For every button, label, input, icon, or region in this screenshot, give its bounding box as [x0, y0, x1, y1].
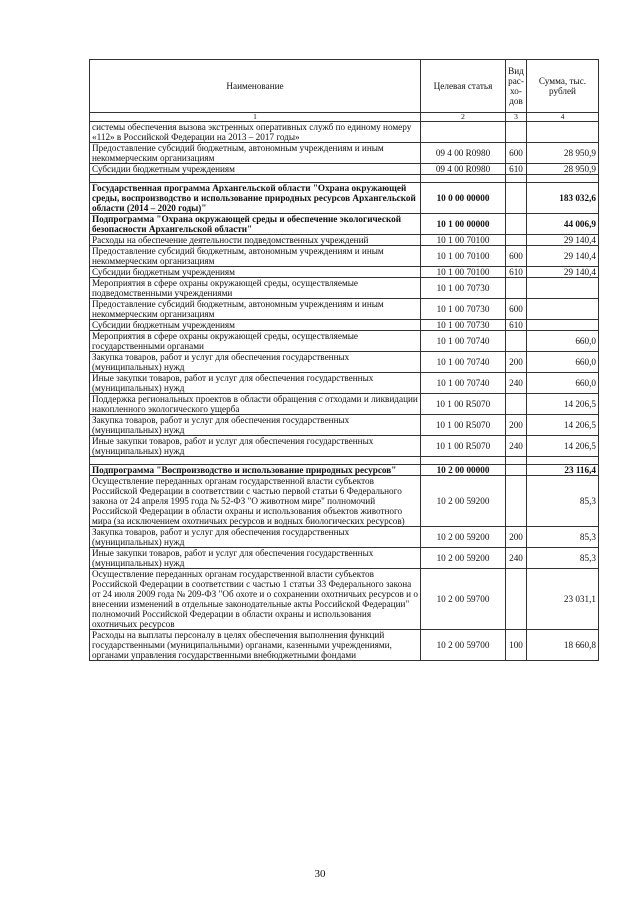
column-number: 2: [421, 113, 506, 122]
row-sum-cell: 85,3: [527, 476, 599, 527]
row-code-cell: 10 1 00 R5070: [421, 436, 506, 457]
empty-cell: [506, 175, 527, 183]
row-vid-cell: [506, 394, 527, 415]
row-code-cell: 10 0 00 00000: [421, 183, 506, 214]
row-name-cell: Расходы на обеспечение деятельности подведомственных учреждений: [90, 235, 421, 246]
table-row: [90, 569, 599, 630]
row-vid-cell: 240: [506, 373, 527, 394]
row-sum-cell: 660,0: [527, 331, 599, 352]
table-header-row: [90, 60, 599, 113]
row-code-cell: 10 1 00 70100: [421, 246, 506, 267]
table-row: [90, 373, 599, 394]
table-row: [90, 394, 599, 415]
page-number: 30: [314, 868, 326, 880]
row-code-cell: 10 2 00 59200: [421, 527, 506, 548]
row-sum-cell: 28 950,9: [527, 164, 599, 175]
row-code-cell: [421, 122, 506, 143]
row-vid-cell: 600: [506, 246, 527, 267]
row-sum-cell: [527, 278, 599, 299]
row-code-cell: 09 4 00 R0980: [421, 143, 506, 164]
row-vid-cell: 240: [506, 436, 527, 457]
budget-table: [89, 59, 599, 661]
row-name-cell: Субсидии бюджетным учреждениям: [90, 320, 421, 331]
row-code-cell: 10 1 00 R5070: [421, 394, 506, 415]
row-vid-cell: 610: [506, 267, 527, 278]
row-code-cell: 10 1 00 70100: [421, 235, 506, 246]
table-row: [90, 548, 599, 569]
row-vid-cell: [506, 214, 527, 235]
table-row: [90, 331, 599, 352]
row-sum-cell: 14 206,5: [527, 394, 599, 415]
row-name-cell: Осуществление переданных органам государственной власти субъектов Российской Федерации в соответствии с частью 1 статьи 33 Федерального закона от 24 июля 2009 года № 209-ФЗ "Об охоте и о сохранении охотничьих ресурсов и о внесении изменений в отдельные законодательные акты Российской Федерации" полномочий Российской Федерации в области охраны и использования охотничьих ресурсов: [90, 569, 421, 630]
row-vid-cell: [506, 465, 527, 476]
table-row: [90, 299, 599, 320]
row-sum-cell: 660,0: [527, 373, 599, 394]
row-vid-cell: [506, 569, 527, 630]
row-code-cell: 10 1 00 70740: [421, 352, 506, 373]
empty-cell: [90, 175, 421, 183]
row-sum-cell: [527, 299, 599, 320]
row-code-cell: 10 1 00 70100: [421, 267, 506, 278]
row-name-cell: Закупка товаров, работ и услуг для обеспечения государственных (муниципальных) нужд: [90, 527, 421, 548]
row-vid-cell: 600: [506, 299, 527, 320]
table-row: [90, 436, 599, 457]
spacer-row: [90, 175, 599, 183]
row-code-cell: 10 2 00 00000: [421, 465, 506, 476]
column-number: 1: [90, 113, 421, 122]
row-code-cell: 10 1 00 70740: [421, 331, 506, 352]
row-code-cell: 10 1 00 70730: [421, 299, 506, 320]
empty-cell: [421, 457, 506, 465]
row-sum-cell: 18 660,8: [527, 630, 599, 661]
empty-cell: [421, 175, 506, 183]
row-sum-cell: 85,3: [527, 527, 599, 548]
table-row: [90, 235, 599, 246]
row-code-cell: 09 4 00 R0980: [421, 164, 506, 175]
row-vid-cell: [506, 235, 527, 246]
row-vid-cell: [506, 278, 527, 299]
table-row: [90, 527, 599, 548]
empty-cell: [527, 175, 599, 183]
row-vid-cell: 200: [506, 352, 527, 373]
row-vid-cell: 200: [506, 527, 527, 548]
row-name-cell: Мероприятия в сфере охраны окружающей среды, осуществляемые государственными органами: [90, 331, 421, 352]
table-row: [90, 320, 599, 331]
table-row: [90, 122, 599, 143]
row-vid-cell: 240: [506, 548, 527, 569]
row-name-cell: Иные закупки товаров, работ и услуг для обеспечения государственных (муниципальных) нужд: [90, 373, 421, 394]
row-sum-cell: 44 006,9: [527, 214, 599, 235]
table-row: [90, 278, 599, 299]
row-sum-cell: 14 206,5: [527, 415, 599, 436]
row-name-cell: Поддержка региональных проектов в области обращения с отходами и ликвидации накопленного экологического ущерба: [90, 394, 421, 415]
header-sum: Сумма, тыс. рублей: [527, 60, 599, 113]
table-row: [90, 465, 599, 476]
row-vid-cell: [506, 331, 527, 352]
row-name-cell: Государственная программа Архангельской области "Охрана окружающей среды, воспроизводство и использование природных ресурсов Архангельской области (2014 – 2020 годы)": [90, 183, 421, 214]
table-row: [90, 183, 599, 214]
row-code-cell: 10 1 00 70730: [421, 278, 506, 299]
row-name-cell: Предоставление субсидий бюджетным, автономным учреждениям и иным некоммерческим организациям: [90, 143, 421, 164]
table-row: [90, 214, 599, 235]
row-code-cell: 10 2 00 59700: [421, 630, 506, 661]
row-name-cell: Подпрограмма "Воспроизводство и использование природных ресурсов": [90, 465, 421, 476]
row-name-cell: Иные закупки товаров, работ и услуг для обеспечения государственных (муниципальных) нужд: [90, 548, 421, 569]
row-sum-cell: 23 116,4: [527, 465, 599, 476]
row-code-cell: 10 2 00 59200: [421, 548, 506, 569]
row-vid-cell: [506, 122, 527, 143]
row-sum-cell: 29 140,4: [527, 267, 599, 278]
table-row: [90, 415, 599, 436]
row-name-cell: Субсидии бюджетным учреждениям: [90, 267, 421, 278]
row-sum-cell: 183 032,6: [527, 183, 599, 214]
row-vid-cell: 100: [506, 630, 527, 661]
row-sum-cell: 28 950,9: [527, 143, 599, 164]
table-row: [90, 630, 599, 661]
table-row: [90, 476, 599, 527]
spacer-row: [90, 457, 599, 465]
row-code-cell: 10 1 00 R5070: [421, 415, 506, 436]
row-code-cell: 10 1 00 00000: [421, 214, 506, 235]
row-vid-cell: [506, 476, 527, 527]
row-name-cell: Подпрограмма "Охрана окружающей среды и обеспечение экологической безопасности Архангельской области": [90, 214, 421, 235]
row-sum-cell: [527, 122, 599, 143]
row-sum-cell: 29 140,4: [527, 235, 599, 246]
row-vid-cell: 200: [506, 415, 527, 436]
row-name-cell: Иные закупки товаров, работ и услуг для обеспечения государственных (муниципальных) нужд: [90, 436, 421, 457]
row-name-cell: Расходы на выплаты персоналу в целях обеспечения выполнения функций государственными (муниципальными) органами, казенными учреждениями, органами управления государственными внебюджетными фондами: [90, 630, 421, 661]
table-row: [90, 352, 599, 373]
row-code-cell: 10 1 00 70740: [421, 373, 506, 394]
column-number: 4: [527, 113, 599, 122]
empty-cell: [506, 457, 527, 465]
row-code-cell: 10 2 00 59200: [421, 476, 506, 527]
column-number-row: [90, 113, 599, 122]
table-row: [90, 164, 599, 175]
table-row: [90, 143, 599, 164]
row-name-cell: Осуществление переданных органам государственной власти субъектов Российской Федерации в соответствии с частью первой статьи 6 Федерального закона от 24 апреля 1995 года № 52-ФЗ "О животном мире" полномочий Российской Федерации в области охраны и использования объектов животного мира (за исключением охотничьих ресурсов и водных биологических ресурсов): [90, 476, 421, 527]
table-row: [90, 246, 599, 267]
table-row: [90, 267, 599, 278]
header-name: Наименование: [90, 60, 421, 113]
row-sum-cell: [527, 320, 599, 331]
row-vid-cell: [506, 183, 527, 214]
row-name-cell: Субсидии бюджетным учреждениям: [90, 164, 421, 175]
empty-cell: [527, 457, 599, 465]
header-vid: Вид рас-хо-дов: [506, 60, 527, 113]
row-code-cell: 10 1 00 70730: [421, 320, 506, 331]
row-name-cell: Предоставление субсидий бюджетным, автономным учреждениям и иным некоммерческим организациям: [90, 299, 421, 320]
table-body: [90, 122, 599, 661]
empty-cell: [90, 457, 421, 465]
row-sum-cell: 14 206,5: [527, 436, 599, 457]
row-vid-cell: 610: [506, 164, 527, 175]
row-name-cell: Предоставление субсидий бюджетным, автономным учреждениям и иным некоммерческим организациям: [90, 246, 421, 267]
column-number: 3: [506, 113, 527, 122]
row-sum-cell: 23 031,1: [527, 569, 599, 630]
row-name-cell: системы обеспечения вызова экстренных оперативных служб по единому номеру «112» в Российской Федерации на 2013 – 2017 годы»: [90, 122, 421, 143]
row-name-cell: Закупка товаров, работ и услуг для обеспечения государственных (муниципальных) нужд: [90, 415, 421, 436]
row-sum-cell: 29 140,4: [527, 246, 599, 267]
row-vid-cell: 610: [506, 320, 527, 331]
row-sum-cell: 660,0: [527, 352, 599, 373]
row-code-cell: 10 2 00 59700: [421, 569, 506, 630]
header-code: Целевая статья: [421, 60, 506, 113]
row-vid-cell: 600: [506, 143, 527, 164]
row-sum-cell: 85,3: [527, 548, 599, 569]
row-name-cell: Закупка товаров, работ и услуг для обеспечения государственных (муниципальных) нужд: [90, 352, 421, 373]
row-name-cell: Мероприятия в сфере охраны окружающей среды, осуществляемые подведомственными учреждениями: [90, 278, 421, 299]
